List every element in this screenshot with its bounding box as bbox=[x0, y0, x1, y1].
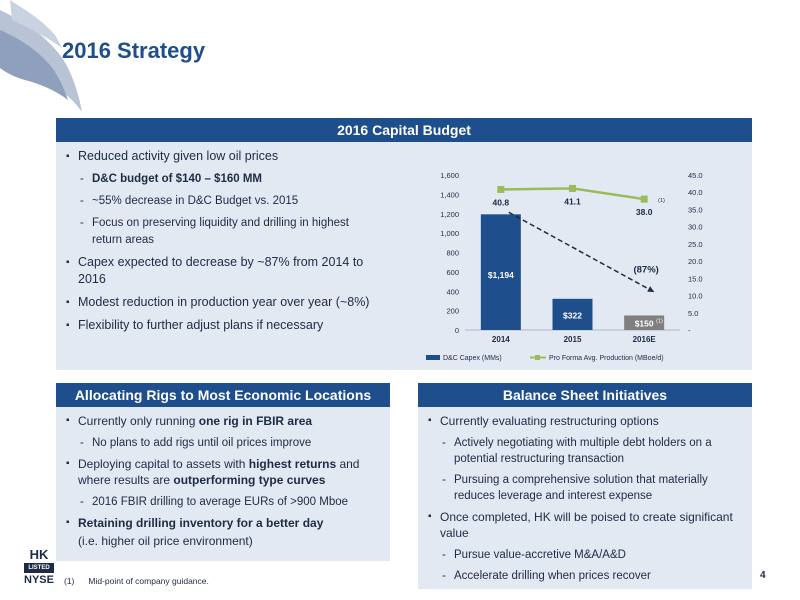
decrease-arrow-line bbox=[509, 212, 654, 292]
bullet-text: Modest reduction in production year over year (~8%) bbox=[78, 295, 370, 309]
sub-bullet-item: - Focus on preserving liquidity and drilling in highest return areas bbox=[80, 217, 349, 246]
right-axis-tick-label: 30.0 bbox=[688, 222, 703, 232]
right-axis-tick-label: 10.0 bbox=[688, 291, 703, 301]
right-axis-tick-label: 25.0 bbox=[688, 239, 703, 249]
left-axis-tick-label: 400 bbox=[446, 287, 459, 297]
footnote-text: Mid-point of company guidance. bbox=[88, 576, 209, 586]
left-axis-tick-label: 1,200 bbox=[440, 209, 459, 219]
right-axis-tick-label: 20.0 bbox=[688, 257, 703, 267]
logo-text: NYSE bbox=[24, 574, 54, 586]
legend-label-production: Pro Forma Avg. Production (MBoe/d) bbox=[549, 355, 664, 362]
bullet-text: ~55% decrease in D&C Budget vs. 2015 bbox=[92, 195, 299, 207]
bullet-bold-text: Retaining drilling inventory for a better day bbox=[78, 516, 324, 530]
production-point bbox=[497, 186, 504, 193]
rigs-header: Allocating Rigs to Most Economic Locations bbox=[56, 383, 390, 407]
bullet-text: Flexibility to further adjust plans if necessary bbox=[78, 318, 324, 332]
left-axis-tick-label: 0 bbox=[454, 326, 459, 335]
bullet-text: Capex expected to decrease by ~87% from 2014 to 2016 bbox=[78, 255, 364, 286]
sub-bullet-item: - Pursuing a comprehensive solution that materially reduces leverage and interest expense bbox=[442, 474, 708, 502]
capex-production-chart bbox=[420, 160, 720, 370]
legend-swatch-capex bbox=[426, 355, 440, 360]
hk-nyse-logo bbox=[22, 548, 56, 586]
sub-bullet-item: - ~55% decrease in D&C Budget vs. 2015 bbox=[80, 195, 299, 207]
bullet-text: Reduced activity given low oil prices bbox=[78, 149, 279, 163]
sub-bullet-item: - Actively negotiating with multiple debt holders on a potential restructuring transaction bbox=[442, 437, 712, 465]
production-point bbox=[641, 196, 648, 203]
bullet-text: and where results are bbox=[78, 457, 360, 487]
bullet-continuation: (i.e. higher oil price environment) bbox=[78, 534, 253, 548]
logo-text: HK bbox=[29, 547, 49, 562]
balance-sheet-bullets bbox=[418, 407, 752, 584]
balance-sheet-header: Balance Sheet Initiatives bbox=[418, 383, 752, 407]
bullet-text: No plans to add rigs until oil prices improve bbox=[92, 437, 312, 449]
bullet-text: Focus on preserving liquidity and drilling in highest return areas bbox=[92, 217, 349, 246]
footnote bbox=[64, 576, 209, 586]
bullet-item bbox=[64, 294, 382, 311]
page-number: 4 bbox=[760, 570, 766, 581]
production-point-label: 38.0 bbox=[635, 207, 653, 218]
bullet-bold-text: one rig in FBIR area bbox=[198, 414, 313, 428]
left-axis-tick-label: 1,600 bbox=[440, 171, 459, 180]
bullet-item bbox=[64, 254, 382, 288]
x-axis-tick-label: 2015 bbox=[563, 335, 582, 344]
sub-bullet-item: - 2016 FBIR drilling to average EURs of >900 Mboe bbox=[80, 496, 349, 508]
bullet-item bbox=[64, 456, 382, 488]
bullet-text: 2016 FBIR drilling to average EURs of >900 Mboe bbox=[92, 496, 349, 508]
bullet-bold-text: highest returns bbox=[248, 457, 337, 471]
decrease-annotation: (87%) bbox=[633, 264, 659, 276]
left-axis-tick-label: 200 bbox=[446, 306, 459, 316]
rigs-bullets bbox=[56, 407, 390, 549]
x-axis-tick-label: 2014 bbox=[491, 335, 510, 344]
bullet-text: Pursuing a comprehensive solution that materially reduces leverage and interest expense bbox=[454, 474, 708, 502]
footnote-marker: (1) bbox=[64, 576, 75, 586]
bullet-text: Deploying capital to assets with bbox=[78, 457, 249, 471]
right-axis-tick-label: 15.0 bbox=[688, 274, 703, 284]
production-point bbox=[569, 185, 576, 192]
bullet-item bbox=[64, 413, 382, 429]
decrease-arrow-head bbox=[647, 286, 654, 292]
left-axis-tick-label: 1,400 bbox=[440, 190, 459, 200]
right-axis-tick-label: 5.0 bbox=[688, 308, 699, 318]
bullet-item bbox=[64, 148, 382, 165]
production-point-label: 41.1 bbox=[564, 196, 581, 207]
right-axis-tick-label: 35.0 bbox=[688, 205, 703, 215]
legend-label-capex: D&C Capex (MMs) bbox=[443, 355, 502, 362]
point-footnote-marker: (1) bbox=[658, 198, 665, 205]
bullet-bold-text: outperforming type curves bbox=[173, 473, 326, 487]
rigs-panel bbox=[56, 383, 390, 561]
left-axis-tick-label: 800 bbox=[446, 248, 459, 258]
legend-marker-production bbox=[535, 355, 540, 360]
right-axis-tick-label: 45.0 bbox=[688, 171, 703, 180]
right-axis-tick-label: 40.0 bbox=[688, 188, 703, 198]
bullet-text: Currently evaluating restructuring options bbox=[440, 414, 659, 428]
logo-text: LISTED bbox=[24, 563, 54, 573]
sub-bullet-item: - No plans to add rigs until oil prices improve bbox=[80, 437, 312, 449]
capital-budget-header: 2016 Capital Budget bbox=[56, 118, 752, 142]
bullet-text: Pursue value-accretive M&A/A&D bbox=[454, 549, 626, 561]
left-axis-tick-label: 1,000 bbox=[440, 229, 459, 239]
bullet-item bbox=[426, 509, 744, 541]
sub-bullet-item: - Pursue value-accretive M&A/A&D bbox=[442, 549, 626, 561]
bullet-item bbox=[64, 515, 382, 531]
x-axis-tick-label: 2016E bbox=[632, 335, 656, 344]
production-point-label: 40.8 bbox=[492, 197, 510, 208]
bullet-item bbox=[64, 317, 382, 334]
bullet-text: Actively negotiating with multiple debt holders on a potential restructuring transaction bbox=[454, 437, 712, 465]
bullet-text: Currently only running bbox=[78, 414, 199, 428]
capex-bar-label: $322 bbox=[563, 310, 582, 321]
bullet-text: D&C budget of $140 – $160 MM bbox=[92, 173, 262, 185]
bullet-item bbox=[426, 413, 744, 429]
capital-budget-bullets bbox=[56, 142, 390, 334]
bullet-text: Accelerate drilling when prices recover bbox=[454, 570, 651, 582]
page-title: 2016 Strategy bbox=[62, 38, 206, 63]
left-axis-tick-label: 600 bbox=[446, 267, 459, 277]
sub-bullet-item: - Accelerate drilling when prices recover bbox=[442, 570, 651, 582]
bar-footnote-marker: (1) bbox=[656, 318, 663, 325]
capex-bar-label: $1,194 bbox=[487, 269, 514, 280]
capex-bar-label: $150 bbox=[634, 318, 654, 329]
bullet-text: Once completed, HK will be poised to create significant value bbox=[440, 510, 733, 540]
right-axis-tick-label: - bbox=[688, 326, 691, 335]
sub-bullet-item: - D&C budget of $140 – $160 MM bbox=[80, 173, 262, 185]
balance-sheet-panel bbox=[418, 383, 752, 589]
